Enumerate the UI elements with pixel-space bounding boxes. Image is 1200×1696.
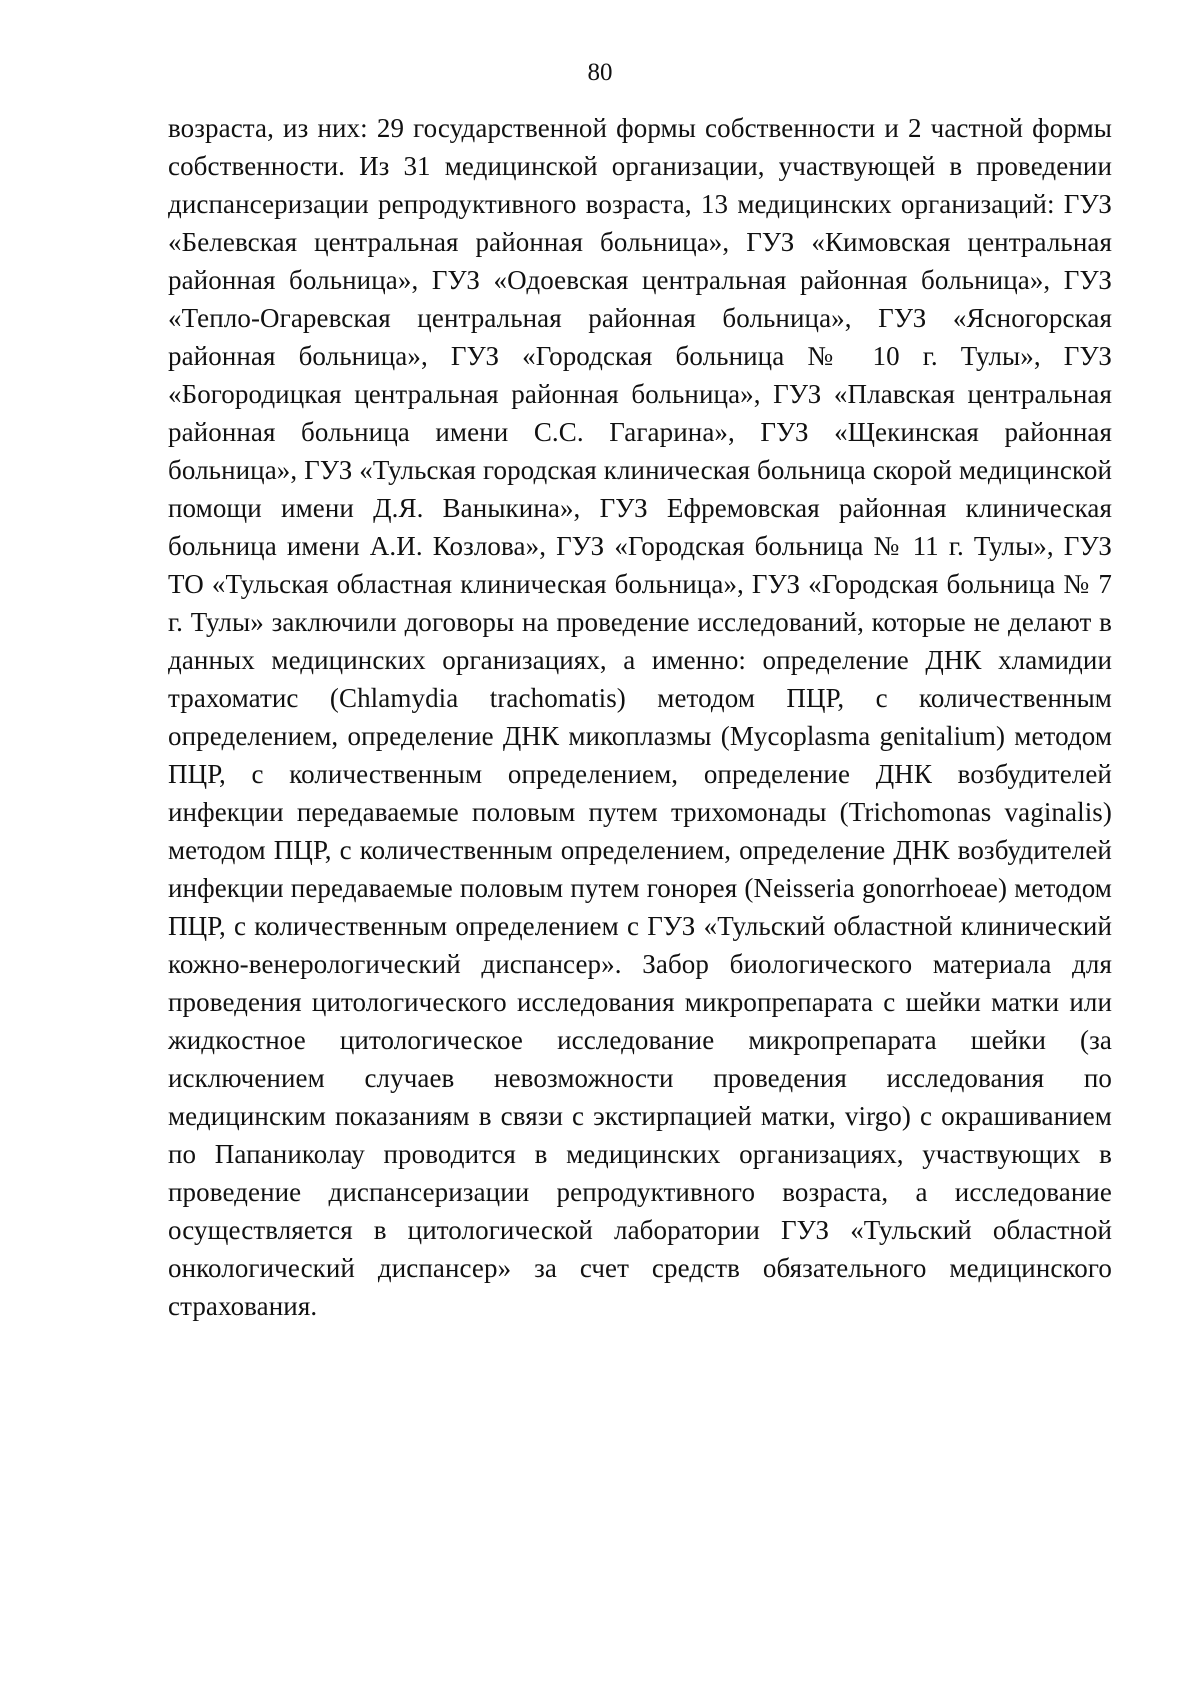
- body-paragraph: возраста, из них: 29 государственной формы собственности и 2 частной формы собственности. Из 31 медицинской организации, участвующей в проведении диспансеризации репродуктивного возраста, 13 медицинских организаций: ГУЗ «Белевская центральная районная больница», ГУЗ «Кимовская центральная районная больница», ГУЗ «Одоевская центральная районная больница», ГУЗ «Тепло-Огаревская центральная районная больница», ГУЗ «Ясногорская районная больница», ГУЗ «Городская больница № 10 г. Тулы», ГУЗ «Богородицкая центральная районная больница», ГУЗ «Плавская центральная районная больница имени С.С. Гагарина», ГУЗ «Щекинская районная больница», ГУЗ «Тульская городская клиническая больница скорой медицинской помощи имени Д.Я. Ваныкина», ГУЗ Ефремовская районная клиническая больница имени А.И. Козлова», ГУЗ «Городская больница № 11 г. Тулы», ГУЗ ТО «Тульская областная клиническая больница», ГУЗ «Городская больница № 7 г. Тулы» заключили договоры на проведение исследований, которые не делают в данных медицинских организациях, а именно: определение ДНК хламидии трахоматис (Chlamydia trachomatis) методом ПЦР, с количественным определением, определение ДНК микоплазмы (Mycoplasma genitalium) методом ПЦР, с количественным определением, определение ДНК возбудителей инфекции передаваемые половым путем трихомонады (Trichomonas vaginalis) методом ПЦР, с количественным определением, определение ДНК возбудителей инфекции передаваемые половым путем гонорея (Neisseria gonorrhoeae) методом ПЦР, с количественным определением с ГУЗ «Тульский областной клинический кожно-венерологический диспансер». Забор биологического материала для проведения цитологического исследования микропрепарата с шейки матки или жидкостное цитологическое исследование микропрепарата шейки (за исключением случаев невозможности проведения исследования по медицинским показаниям в связи с экстирпацией матки, virgo) с окрашиванием по Папаниколау проводится в медицинских организациях, участвующих в проведение диспансеризации репродуктивного возраста, а исследование осуществляется в цитологической лаборатории ГУЗ «Тульский областной онкологический диспансер» за счет средств обязательного медицинского страхования.: [168, 113, 1112, 1321]
- page-number: 80: [587, 59, 613, 86]
